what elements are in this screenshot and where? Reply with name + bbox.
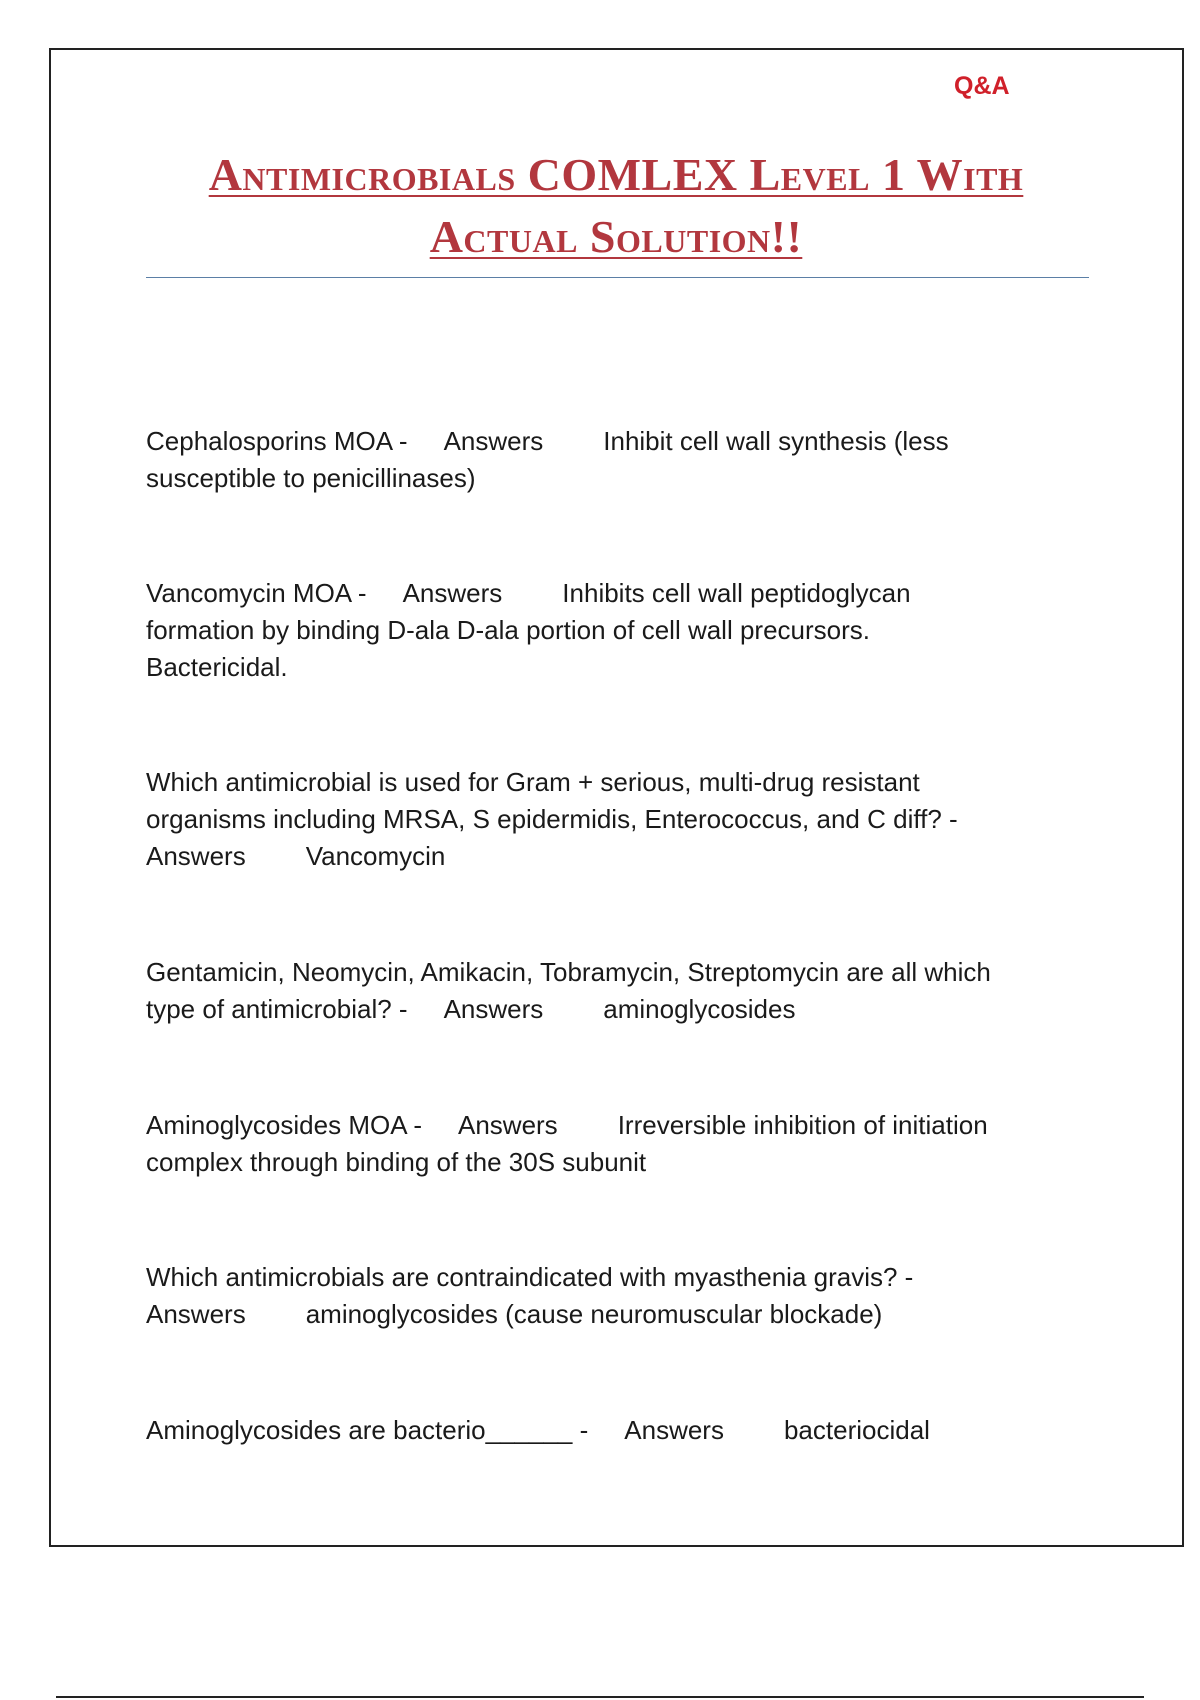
answer: Inhibits cell wall peptidoglycan — [562, 578, 911, 608]
answer-label: Answers — [457, 1110, 558, 1140]
answer: Vancomycin — [305, 841, 446, 871]
question: Which antimicrobials are contraindicated with myasthenia gravis? - — [146, 1262, 914, 1292]
question: Aminoglycosides MOA - — [146, 1110, 422, 1140]
title-line-1: Antimicrobials COMLEX Level 1 With — [208, 149, 1024, 200]
question-continued: type of antimicrobial? - — [146, 994, 408, 1024]
answer: bacteriocidal — [783, 1415, 930, 1445]
question: Vancomycin MOA - — [146, 578, 367, 608]
footer-divider — [56, 1696, 1144, 1698]
qa-item-7 — [146, 1412, 1086, 1449]
qa-item-3 — [146, 764, 1086, 875]
answer: Irreversible inhibition of initiation — [617, 1110, 988, 1140]
answer-continued: formation by binding D-ala D-ala portion of cell wall precursors. — [146, 615, 870, 645]
answer: aminoglycosides — [603, 994, 796, 1024]
qa-item-4 — [146, 954, 1086, 1028]
answer-continued: complex through binding of the 30S subunit — [146, 1147, 647, 1177]
answer-label: Answers — [443, 426, 544, 456]
answer-continued: susceptible to penicillinases) — [146, 463, 476, 493]
answer-label: Answers — [624, 1415, 724, 1445]
page-title — [146, 144, 1086, 268]
qa-item-5 — [146, 1107, 1086, 1181]
answer: aminoglycosides (cause neuromuscular blockade) — [305, 1299, 883, 1329]
question: Aminoglycosides are bacterio______ - — [146, 1415, 589, 1445]
answer-label: Answers — [402, 578, 503, 608]
qa-item-1 — [146, 423, 1086, 497]
title-divider — [146, 277, 1089, 278]
question-continued: organisms including MRSA, S epidermidis, Enterococcus, and C diff? - — [146, 804, 958, 834]
qa-badge: Q&A — [954, 72, 1010, 100]
answer-label: Answers — [146, 841, 246, 871]
answer: Inhibit cell wall synthesis (less — [603, 426, 949, 456]
answer-continued: Bactericidal. — [146, 652, 288, 682]
question: Gentamicin, Neomycin, Amikacin, Tobramycin, Streptomycin are all which — [146, 957, 991, 987]
answer-label: Answers — [146, 1299, 246, 1329]
qa-item-6 — [146, 1259, 1086, 1333]
question: Cephalosporins MOA - — [146, 426, 408, 456]
question: Which antimicrobial is used for Gram + serious, multi-drug resistant — [146, 767, 920, 797]
answer-label: Answers — [443, 994, 544, 1024]
qa-item-2 — [146, 575, 1086, 686]
title-line-2: Actual Solution!! — [429, 211, 803, 262]
